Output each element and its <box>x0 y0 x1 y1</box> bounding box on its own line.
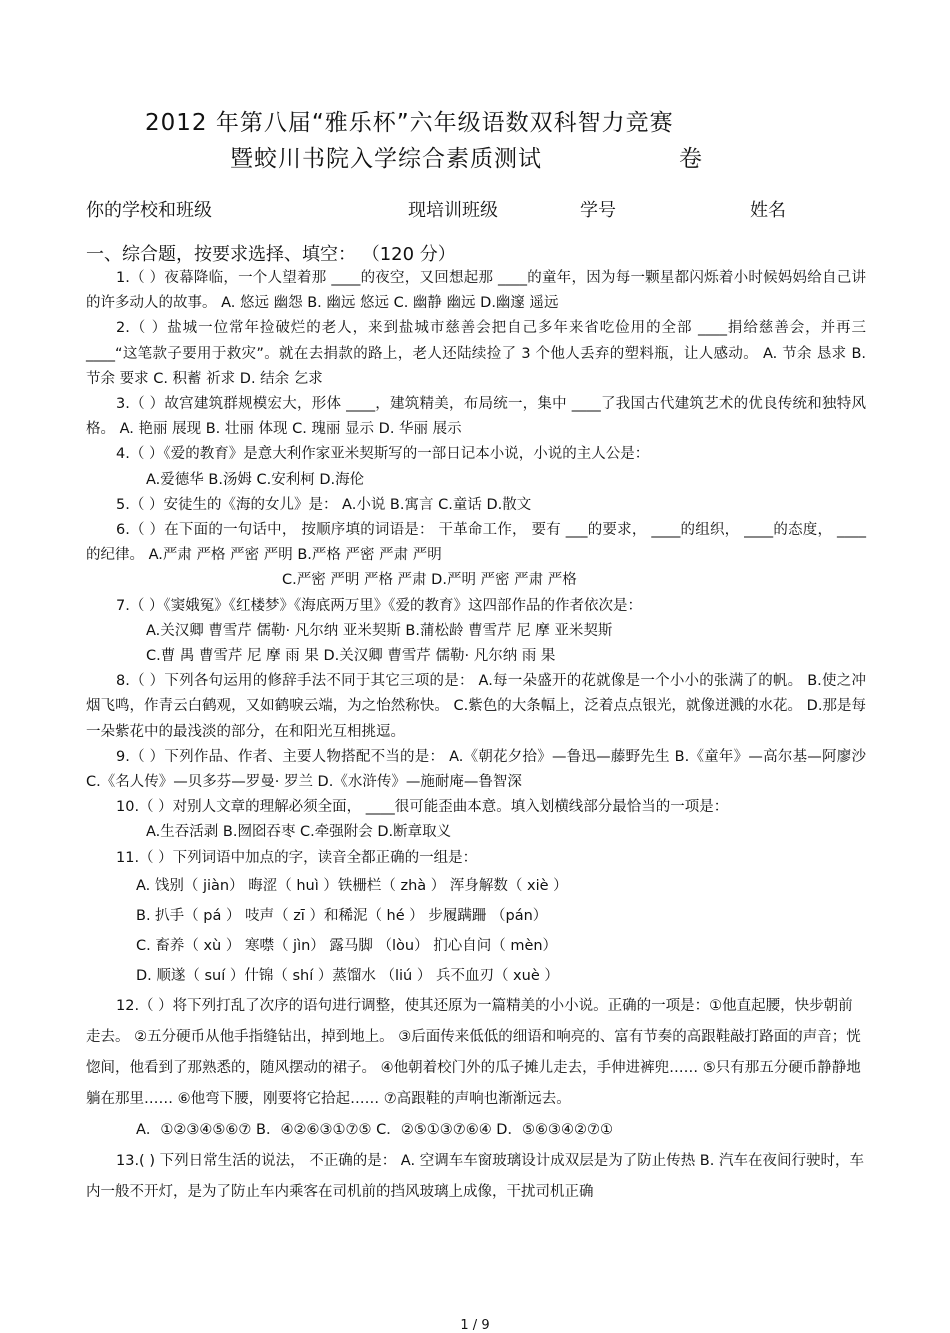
question-12-options: A．①②③④⑤⑥⑦ B．④②⑥③①⑦⑤ C．②⑤①③⑦⑥④ D．⑤⑥③④②⑦① <box>136 1121 613 1138</box>
question-7-options-cd: C.曹 禺 曹雪芹 尼 摩 雨 果 D.关汉卿 曹雪芹 儒勒· 凡尔纳 雨 果 <box>146 648 556 665</box>
training-class-label: 现培训班级 <box>408 200 498 221</box>
document-title-suffix: 卷 <box>679 146 703 172</box>
question-10: 10.（ ）对别人文章的理解必须全面， ____很可能歪曲本意。填入划横线部分最恰当的一项是： <box>116 799 729 816</box>
question-11-option-d: D. 顺遂（ suí ）什锦（ shí ）蒸馏水 （liú ） 兵不血刃（ xuè ） <box>136 967 559 984</box>
question-6: 6.（ ）在下面的一句话中， 按顺序填的词语是： 干革命工作， 要有 ___的要求， ____的组织， ____的态度， ____的纪律。 A.严肃 严格 严密 严明 B.严格 严密 严肃 严明 <box>86 522 866 564</box>
section-heading: 一、综合题，按要求选择、填空： （120 分） <box>86 244 456 265</box>
question-13: 13.( ) 下列日常生活的说法， 不正确的是： A. 空调车车窗玻璃设计成双层是为了防止传热 B. 汽车在夜间行驶时，车内一般不开灯，是为了防止车内乘客在司机前的挡风玻璃上成像，干扰司机正确 <box>86 1152 864 1200</box>
question-6-options-cd: C.严密 严明 严格 严肃 D.严明 严密 严肃 严格 <box>282 572 577 589</box>
question-7-options-ab: A.关汉卿 曹雪芹 儒勒· 凡尔纳 亚米契斯 B.蒲松龄 曹雪芹 尼 摩 亚米契斯 <box>146 622 613 639</box>
question-2: 2.（ ）盐城一位常年捡破烂的老人，来到盐城市慈善会把自己多年来省吃俭用的全部 ____捐给慈善会，并再三 ____“这笔款子要用于救灾”。就在去捐款的路上，老人还陆续捡了 3 个他人丢弃的塑料瓶，让人感动。 A. 节余 恳求 B. 节余 要求 C. 积蓄 祈求 D. 结余 乞求 <box>86 320 866 387</box>
page-number: 1 / 9 <box>460 1318 490 1333</box>
question-11-option-c: C. 畜养（ xù ） 寒噤（ jìn） 露马脚 （lòu） 扪心自问（ mèn） <box>136 937 558 954</box>
question-10-options: A.生吞活剥 B.囫囵吞枣 C.牵强附会 D.断章取义 <box>146 824 452 841</box>
question-5: 5.（ ）安徒生的《海的女儿》是： A.小说 B.寓言 C.童话 D.散文 <box>116 496 532 513</box>
question-4-options: A.爱德华 B.汤姆 C.安利柯 D.海伦 <box>146 471 365 488</box>
question-12: 12.（ ）将下列打乱了次序的语句进行调整，使其还原为一篇精美的小小说。正确的一项是：①他直起腰，快步朝前走去。 ②五分硬币从他手指缝钻出，掉到地上。 ③后面传来低低的细语和响亮的、富有节奏的高跟鞋敲打路面的声音；恍惚间，他看到了那熟悉的，随风摆动的裙子。 ④他朝着校门外的瓜子摊儿走去，手伸进裤兜…… ⑤只有那五分硬币静静地躺在那里…… ⑥他弯下腰，刚要将它拾起…… ⑦高跟鞋的声响也渐渐远去。 <box>86 997 861 1107</box>
question-8: 8.（ ）下列各句运用的修辞手法不同于其它三项的是： A.每一朵盛开的花就像是一个小小的张满了的帆。 B.使之冲烟飞鸣，作青云白鹤观，又如鹤唳云端，为之怡然称快。 C.紫色的大条幅上，泛着点点银光，就像迸溅的水花。 D.那是每一朵紫花中的最浅淡的部分，在和阳光互相挑逗。 <box>86 673 866 740</box>
question-11-option-b: B. 扒手（ pá ） 吱声（ zī ）和稀泥（ hé ） 步履蹒跚 （pán） <box>136 907 548 924</box>
question-4: 4.（ ）《爱的教育》是意大利作家亚米契斯写的一部日记本小说，小说的主人公是： <box>116 446 650 463</box>
questions-body <box>86 266 866 1208</box>
document-title-line2 <box>230 140 703 173</box>
question-7: 7.（ ）《窦娥冤》《红楼梦》《海底两万里》《爱的教育》这四部作品的作者依次是： <box>116 597 642 614</box>
student-id-label: 学号 <box>580 200 616 221</box>
question-11: 11.（ ）下列词语中加点的字，读音全都正确的一组是： <box>116 849 478 866</box>
question-11-option-a: A. 饯别（ jiàn） 晦涩（ huì ）铁栅栏（ zhà ） 浑身解数（ xiè ） <box>136 877 568 894</box>
question-9: 9.（ ）下列作品、作者、主要人物搭配不当的是： A.《朝花夕拾》—鲁迅—藤野先生 B.《童年》—高尔基—阿廖沙 C.《名人传》—贝多芬—罗曼· 罗兰 D.《水浒传》—施耐庵—鲁智深 <box>86 748 866 791</box>
document-title-line1: 2012 年第八届“雅乐杯”六年级语数双科智力竞赛 <box>145 110 674 136</box>
document-title-line2-text: 暨蛟川书院入学综合素质测试 <box>230 146 542 172</box>
question-3: 3.（ ）故宫建筑群规模宏大，形体 ____，建筑精美，布局统一，集中 ____了我国古代建筑艺术的优良传统和独特风格。 A. 艳丽 展现 B. 壮丽 体现 C. 瑰丽 显示 D. 华丽 展示 <box>86 396 866 438</box>
student-name-label: 姓名 <box>750 200 786 221</box>
question-1: 1.（ ）夜幕降临，一个人望着那 ____的夜空，又回想起那 ____的童年，因为每一颗星都闪烁着小时候妈妈给自己讲的许多动人的故事。 A. 悠远 幽怨 B. 幽远 悠远 C. 幽静 幽远 D.幽邃 遥远 <box>86 270 866 312</box>
school-class-label: 你的学校和班级 <box>86 200 212 221</box>
